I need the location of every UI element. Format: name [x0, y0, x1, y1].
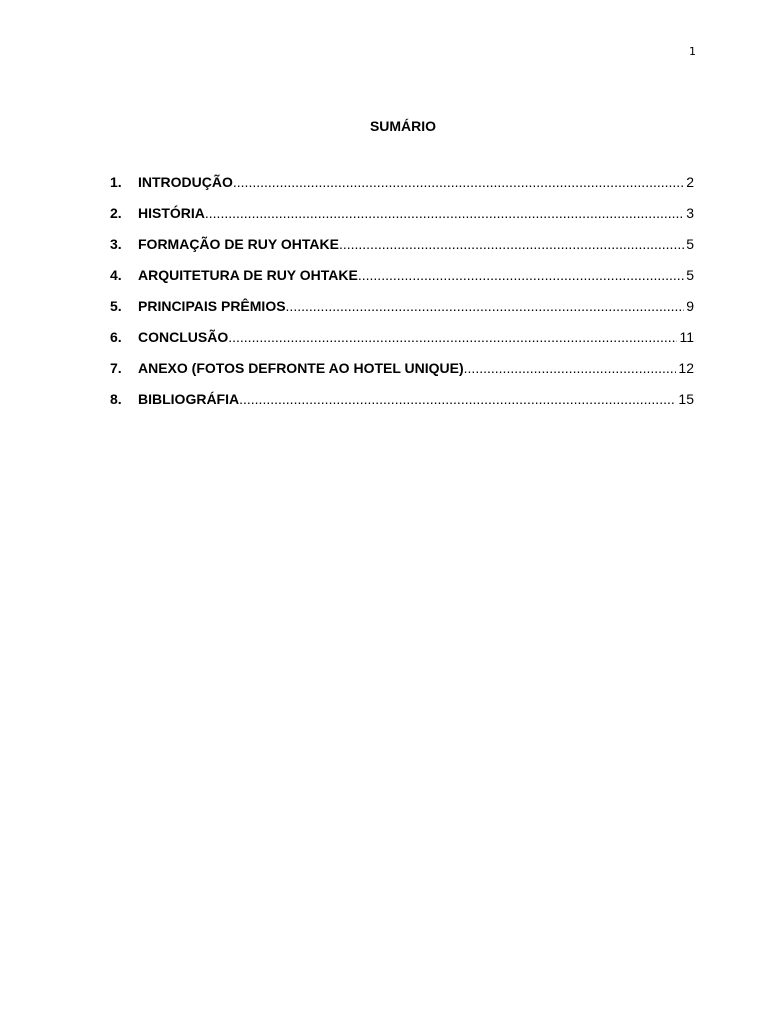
toc-entry-number: 1.: [110, 174, 122, 190]
toc-entry-label: INTRODUÇÃO: [138, 174, 233, 190]
toc-entry[interactable]: [110, 174, 694, 205]
toc-dot-leader: [339, 236, 684, 252]
toc-entry-label: PRINCIPAIS PRÊMIOS: [138, 298, 286, 314]
toc-entry-label: FORMAÇÃO DE RUY OHTAKE: [138, 236, 339, 252]
toc-dot-leader: [464, 360, 677, 376]
toc-entry[interactable]: [110, 298, 694, 329]
toc-dot-leader: [239, 391, 676, 407]
toc-entry-number: 7.: [110, 360, 122, 376]
toc-entry-number: 5.: [110, 298, 122, 314]
toc-entry[interactable]: [110, 267, 694, 298]
toc-entry-label: HISTÓRIA: [138, 205, 205, 221]
toc-entry-number: 8.: [110, 391, 122, 407]
toc-dot-leader: [286, 298, 685, 314]
toc-entry-page: 5: [686, 267, 694, 283]
toc-title: SUMÁRIO: [369, 118, 437, 134]
toc-entry-page: 12: [678, 360, 694, 376]
toc-dot-leader: [358, 267, 684, 283]
toc-entry-page: 5: [686, 236, 694, 252]
page-number: 1: [689, 45, 696, 58]
toc-entry-label: ANEXO (FOTOS DEFRONTE AO HOTEL UNIQUE): [138, 360, 464, 376]
toc-entry-label: BIBLIOGRÁFIA: [138, 391, 240, 407]
toc-entry-page: 2: [686, 174, 694, 190]
toc-entry[interactable]: [110, 329, 694, 360]
toc-entry-label: ARQUITETURA DE RUY OHTAKE: [138, 267, 358, 283]
toc-entry[interactable]: [110, 205, 694, 236]
toc-entry-number: 3.: [110, 236, 122, 252]
toc-dot-leader: [205, 205, 684, 221]
toc-dot-leader: [233, 174, 684, 190]
toc-entry-page: 9: [686, 298, 694, 314]
toc-dot-leader: [228, 329, 677, 345]
toc-entry[interactable]: [110, 236, 694, 267]
toc-entry[interactable]: [110, 360, 694, 391]
toc-entry-number: 2.: [110, 205, 122, 221]
toc-entry[interactable]: [110, 391, 694, 422]
toc-entry-number: 4.: [110, 267, 122, 283]
toc-entry-page: 3: [686, 205, 694, 221]
toc-entry-number: 6.: [110, 329, 122, 345]
table-of-contents: [110, 174, 694, 422]
toc-entry-label: CONCLUSÃO: [138, 329, 229, 345]
toc-entry-page: 11: [679, 329, 694, 345]
toc-entry-page: 15: [678, 391, 694, 407]
